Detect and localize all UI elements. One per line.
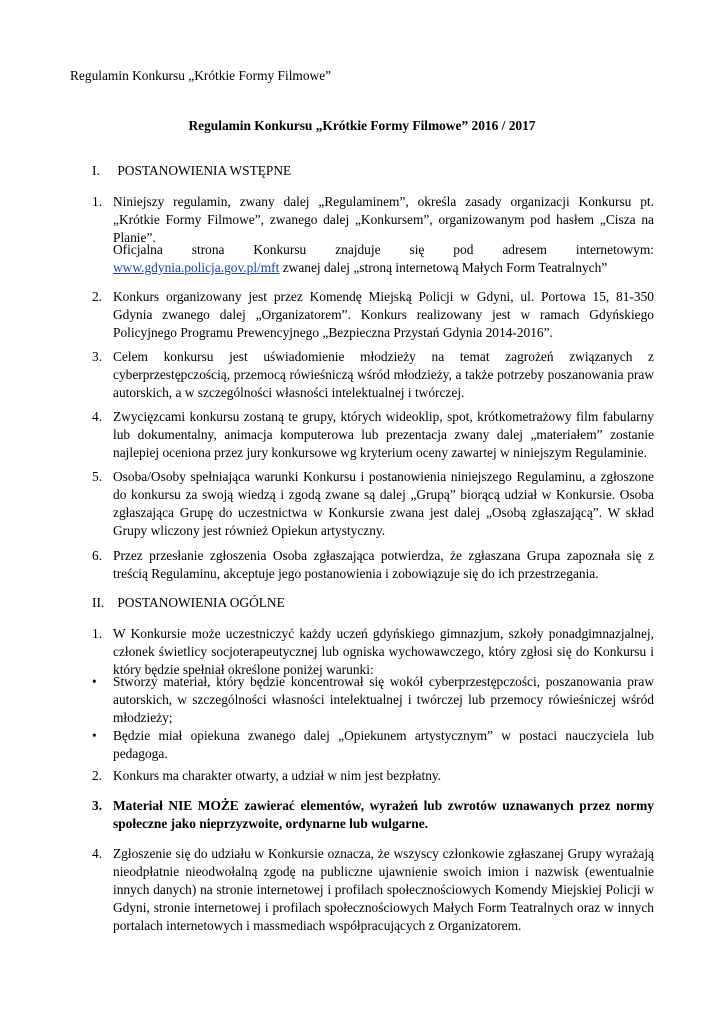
s2-item-1	[92, 625, 654, 679]
s2-item-2	[92, 767, 654, 785]
official-website-suffix: zwanej dalej „stroną internetową Małych Form Teatralnych”	[279, 260, 608, 275]
s2-item-2-number: 2.	[92, 768, 103, 783]
s1-item-1-text: Niniejszy regulamin, zwany dalej „Regulaminem”, określa zasady organizacji Konkursu pt. „Krótkie Formy Filmowe”, zwanego dalej „Konkursem”, organizowanym pod hasłem „Cisza na Planie”.	[113, 194, 654, 245]
s1-item-2-text: Konkurs organizowany jest przez Komendę Miejską Policji w Gdyni, ul. Portowa 15, 81-350 Gdynia zwanego dalej „Organizatorem”. Konkurs realizowany jest w ramach Gdyńskiego Policyjnego Programu Prewencyjnego „Bezpieczna Przystań Gdynia 2014-2016”.	[113, 289, 654, 340]
s1-item-5-number: 5.	[92, 469, 103, 484]
document-title: Regulamin Konkursu „Krótkie Formy Filmowe” 2016 / 2017	[188, 118, 536, 133]
s1-item-5-text: Osoba/Osoby spełniająca warunki Konkursu i postanowienia niniejszego Regulaminu, a zgłoszone do konkursu za swoją wiedzą i zgodą zwane są dalej „Grupą” biorącą udział w Konkursie. Osoba zgłaszająca Grupę do uczestnictwa w Konkursie zwana jest dalej „Osobą zgłaszającą”. W skład Grupy wliczony jest również Opiekun artystyczny.	[113, 469, 654, 538]
s1-item-1	[92, 193, 654, 247]
s1-item-2	[92, 288, 654, 342]
s2-item-1-text: W Konkursie może uczestniczyć każdy uczeń gdyńskiego gimnazjum, szkoły ponadgimnazjalnej, członek świetlicy socjoterapeutycznej lub ogniska wychowawczego, który zgłosi się do Konkursu i który będzie spełniał określone poniżej warunki:	[113, 626, 654, 677]
s2-item-4-text: Zgłoszenie się do udziału w Konkursie oznacza, że wszyscy członkowie zgłaszanej Grupy wyrażają nieodpłatnie nieodwołalną zgodę na publiczne ujawnienie swoich imion i nazwisk (ewentualnie innych danych) na stronie internetowej i profilach społecznościowych Komendy Miejskiej Policji w Gdyni, stronie internetowej i profilach społecznościowych Małych Form Teatralnych oraz w innych portalach internetowych i massmediach współpracujących z Organizatorem.	[113, 846, 654, 933]
s1-item-6-text: Przez przesłanie zgłoszenia Osoba zgłaszająca potwierdza, że zgłaszana Grupa zapoznała się z treścią Regulaminu, akceptuje jego postanowienia i zobowiązuje się do ich przestrzegania.	[113, 548, 654, 581]
s2-bullet-2	[92, 727, 654, 763]
page-header-title: Regulamin Konkursu „Krótkie Formy Filmowe”	[70, 68, 332, 83]
s1-item-6-number: 6.	[92, 548, 103, 563]
s2-item-3	[92, 797, 654, 833]
s2-bullet-2-text: Będzie miał opiekuna zwanego dalej „Opiekunem artystycznym” w postaci nauczyciela lub pedagoga.	[113, 728, 654, 761]
section-2-title: POSTANOWIENIA OGÓLNE	[117, 595, 285, 610]
s1-item-3	[92, 348, 654, 402]
bullet-dot: •	[92, 674, 97, 689]
s2-item-1-number: 1.	[92, 626, 103, 641]
bullet-dot: •	[92, 728, 97, 743]
section-2-heading	[92, 595, 285, 611]
s1-item-4-number: 4.	[92, 409, 103, 424]
s2-item-2-text: Konkurs ma charakter otwarty, a udział w nim jest bezpłatny.	[113, 768, 442, 783]
s1-item-1-number: 1.	[92, 194, 103, 209]
official-website-paragraph	[113, 241, 654, 277]
s2-item-3-number: 3.	[92, 798, 103, 813]
s1-item-4-text: Zwycięzcami konkursu zostaną te grupy, których wideoklip, spot, krótkometrażowy film fabularny lub dokumentalny, animacja komputerowa lub prezentacja zwany dalej „materiałem” zostanie najlepiej oceniona przez jury konkursowe wg kryterium oceny zawartej w niniejszym Regulaminie.	[113, 409, 654, 460]
s2-item-4	[92, 845, 654, 935]
official-website-text: Oficjalna strona Konkursu znajduje się pod adresem internetowym:	[113, 242, 654, 257]
s2-bullet-1-text: Stworzy materiał, który będzie koncentrował się wokół cyberprzestępczości, poszanowania praw autorskich, w szczególności własności intelektualnej i twórczej lub przemocy rówieśniczej wśród młodzieży;	[113, 674, 654, 725]
official-website-link[interactable]: www.gdynia.policja.gov.pl/mft	[113, 260, 280, 275]
s1-item-3-text: Celem konkursu jest uświadomienie młodzieży na temat zagrożeń związanych z cyberprzestępczością, przemocą rówieśniczą wśród młodzieży, a także potrzeby poszanowania praw autorskich, a w szczególności własności intelektualnej i twórczej.	[113, 349, 654, 400]
s1-item-6	[92, 547, 654, 583]
section-1-title: POSTANOWIENIA WSTĘPNE	[117, 163, 292, 178]
s1-item-5	[92, 468, 654, 540]
s2-item-3-text: Materiał NIE MOŻE zawierać elementów, wyrażeń lub zwrotów uznawanych przez normy społeczne jako nieprzyzwoite, ordynarne lub wulgarne.	[113, 798, 654, 831]
s1-item-2-number: 2.	[92, 289, 103, 304]
section-1-number: I.	[92, 163, 100, 178]
section-1-heading	[92, 163, 291, 179]
s1-item-3-number: 3.	[92, 349, 103, 364]
s1-item-4	[92, 408, 654, 462]
s2-item-4-number: 4.	[92, 846, 103, 861]
section-2-number: II.	[92, 595, 105, 610]
s2-bullet-1	[92, 673, 654, 727]
